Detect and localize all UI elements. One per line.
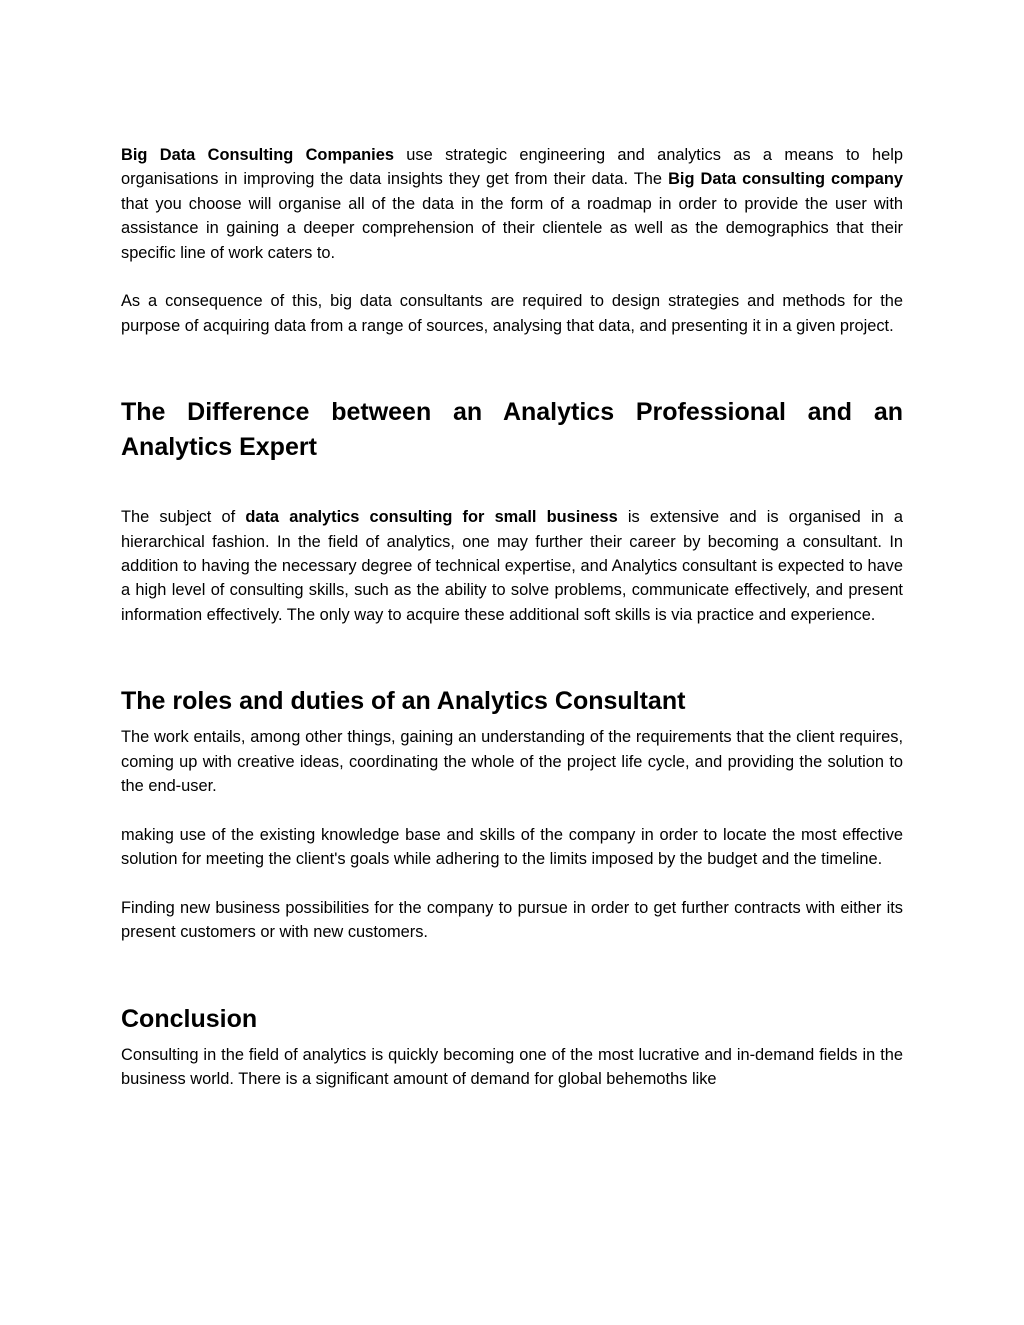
intro-paragraph-2: As a consequence of this, big data consultants are required to design strategies and methods for the purpose of acquiring data from a range of sources, analysing that data, and presenting it in a given project. xyxy=(121,292,903,335)
section1-paragraph-1-text-b: is extensive and is organised in a hierarchical fashion. In the field of analytics, one may further their career by becoming a consultant. In addition to having the necessary degree of technical expertise, and Analytics consultant is expected to have a high level of consulting skills, such as the ability to solve problems, communicate effectively, and present information effectively. The only way to acquire these additional soft skills is via practice and experience. xyxy=(121,508,903,624)
section-heading-conclusion: Conclusion xyxy=(121,1004,258,1033)
intro-paragraph-1 xyxy=(121,143,903,265)
section3-paragraph-1: Consulting in the field of analytics is quickly becoming one of the most lucrative and in-demand fields in the business world. There is a significant amount of demand for global behemoths like xyxy=(121,1045,903,1089)
section1-paragraph-1-text-a: The subject of xyxy=(121,508,246,527)
section2-paragraph-2: making use of the existing knowledge base and skills of the company in order to locate the most effective solution for meeting the client's goals while adhering to the limits imposed by the budget and the timeline. xyxy=(121,825,903,869)
section2-paragraph-3: Finding new business possibilities for the company to pursue in order to get further contracts with either its present customers or with new customers. xyxy=(121,899,903,942)
section2-paragraph-1: The work entails, among other things, gaining an understanding of the requirements that the client requires, coming up with creative ideas, coordinating the whole of the project life cycle, and providing the solution to the end-user. xyxy=(121,728,903,796)
bold-term-data-analytics-consulting: data analytics consulting for small business xyxy=(245,508,618,527)
intro-paragraph-1-text-a: use strategic engineering and analytics as a means to help organisations in improving the data insights they get from their data. The xyxy=(121,146,903,189)
section-heading-roles-duties: The roles and duties of an Analytics Consultant xyxy=(121,687,686,716)
document-page xyxy=(121,143,903,1092)
intro-paragraph-1-text-b: that you choose will organise all of the data in the form of a roadmap in order to provide the user with assistance in gaining a deeper comprehension of their clientele as well as the demographics that their specific line of work caters to. xyxy=(121,194,903,262)
bold-term-big-data-consulting-companies: Big Data Consulting Companies xyxy=(121,146,394,164)
section1-paragraph-1 xyxy=(121,505,903,627)
section-heading-difference: The Difference between an Analytics Professional and an Analytics Expert xyxy=(121,398,903,462)
bold-term-big-data-consulting-company: Big Data consulting company xyxy=(668,170,904,189)
